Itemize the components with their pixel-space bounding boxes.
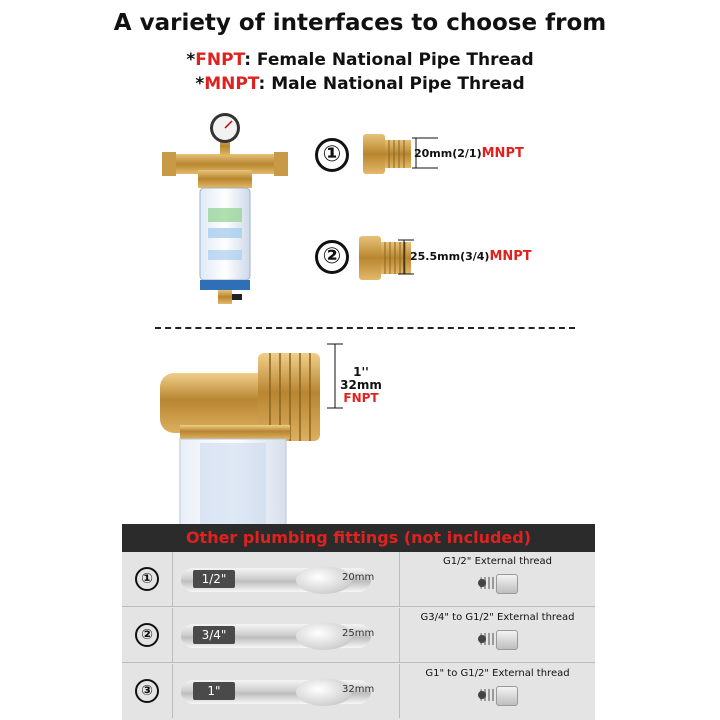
definition-text: : Female National Pipe Thread bbox=[244, 50, 534, 70]
option-number: ① bbox=[315, 138, 349, 172]
definition-abbr: MNPT bbox=[204, 74, 259, 94]
fittings-banner: Other plumbing fittings (not included) bbox=[122, 524, 595, 552]
page-title: A variety of interfaces to choose from bbox=[113, 10, 607, 36]
pipe-label: 1" bbox=[193, 682, 235, 700]
option-size: 25.5mm(3/4) bbox=[410, 250, 490, 263]
pipe-size: 25mm bbox=[342, 628, 375, 639]
definition-text: : Male National Pipe Thread bbox=[258, 74, 525, 94]
pipe-cell bbox=[173, 608, 400, 662]
inlet-thread: FNPT bbox=[343, 391, 379, 405]
filter-product-image bbox=[160, 110, 290, 315]
definition-abbr: FNPT bbox=[195, 50, 245, 70]
definition-prefix: * bbox=[186, 50, 196, 70]
row-number: ③ bbox=[135, 679, 159, 703]
option-thread: MNPT bbox=[481, 146, 524, 161]
fitting-label: G1/2" External thread bbox=[442, 556, 553, 567]
definition-fnpt bbox=[0, 50, 720, 70]
fitting-cell bbox=[400, 664, 595, 718]
filter-head-closeup-image bbox=[160, 345, 350, 525]
fitting-icon bbox=[476, 682, 520, 708]
pipe-cell bbox=[173, 552, 400, 606]
pipe-label: 1/2" bbox=[193, 570, 235, 588]
fitting-icon bbox=[476, 626, 520, 652]
fitting-cell bbox=[400, 608, 595, 662]
row-number: ① bbox=[135, 567, 159, 591]
pipe-size: 32mm bbox=[342, 684, 375, 695]
definition-prefix: * bbox=[195, 74, 205, 94]
inlet-size-inch: 1'' bbox=[353, 365, 369, 379]
table-row bbox=[122, 608, 595, 663]
definition-mnpt bbox=[0, 74, 720, 94]
row-number: ② bbox=[135, 623, 159, 647]
fittings-table bbox=[122, 552, 595, 720]
option-dimension bbox=[410, 249, 532, 264]
option-dimension bbox=[414, 146, 524, 161]
option-size: 20mm(2/1) bbox=[414, 147, 482, 160]
option-number: ② bbox=[315, 240, 349, 274]
inlet-size-mm: 32mm bbox=[340, 378, 382, 392]
fitting-label: G3/4" to G1/2" External thread bbox=[420, 612, 575, 623]
table-row bbox=[122, 664, 595, 718]
fitting-icon bbox=[476, 570, 520, 596]
mnpt-adapter-icon bbox=[355, 128, 415, 180]
table-row bbox=[122, 552, 595, 607]
pipe-size: 20mm bbox=[342, 572, 375, 583]
option-thread: MNPT bbox=[489, 249, 532, 264]
fitting-label: G1" to G1/2" External thread bbox=[425, 668, 570, 679]
inlet-dimension bbox=[340, 366, 382, 405]
fitting-cell bbox=[400, 552, 595, 606]
pipe-label: 3/4" bbox=[193, 626, 235, 644]
pipe-cell bbox=[173, 664, 400, 718]
section-divider bbox=[155, 327, 575, 329]
